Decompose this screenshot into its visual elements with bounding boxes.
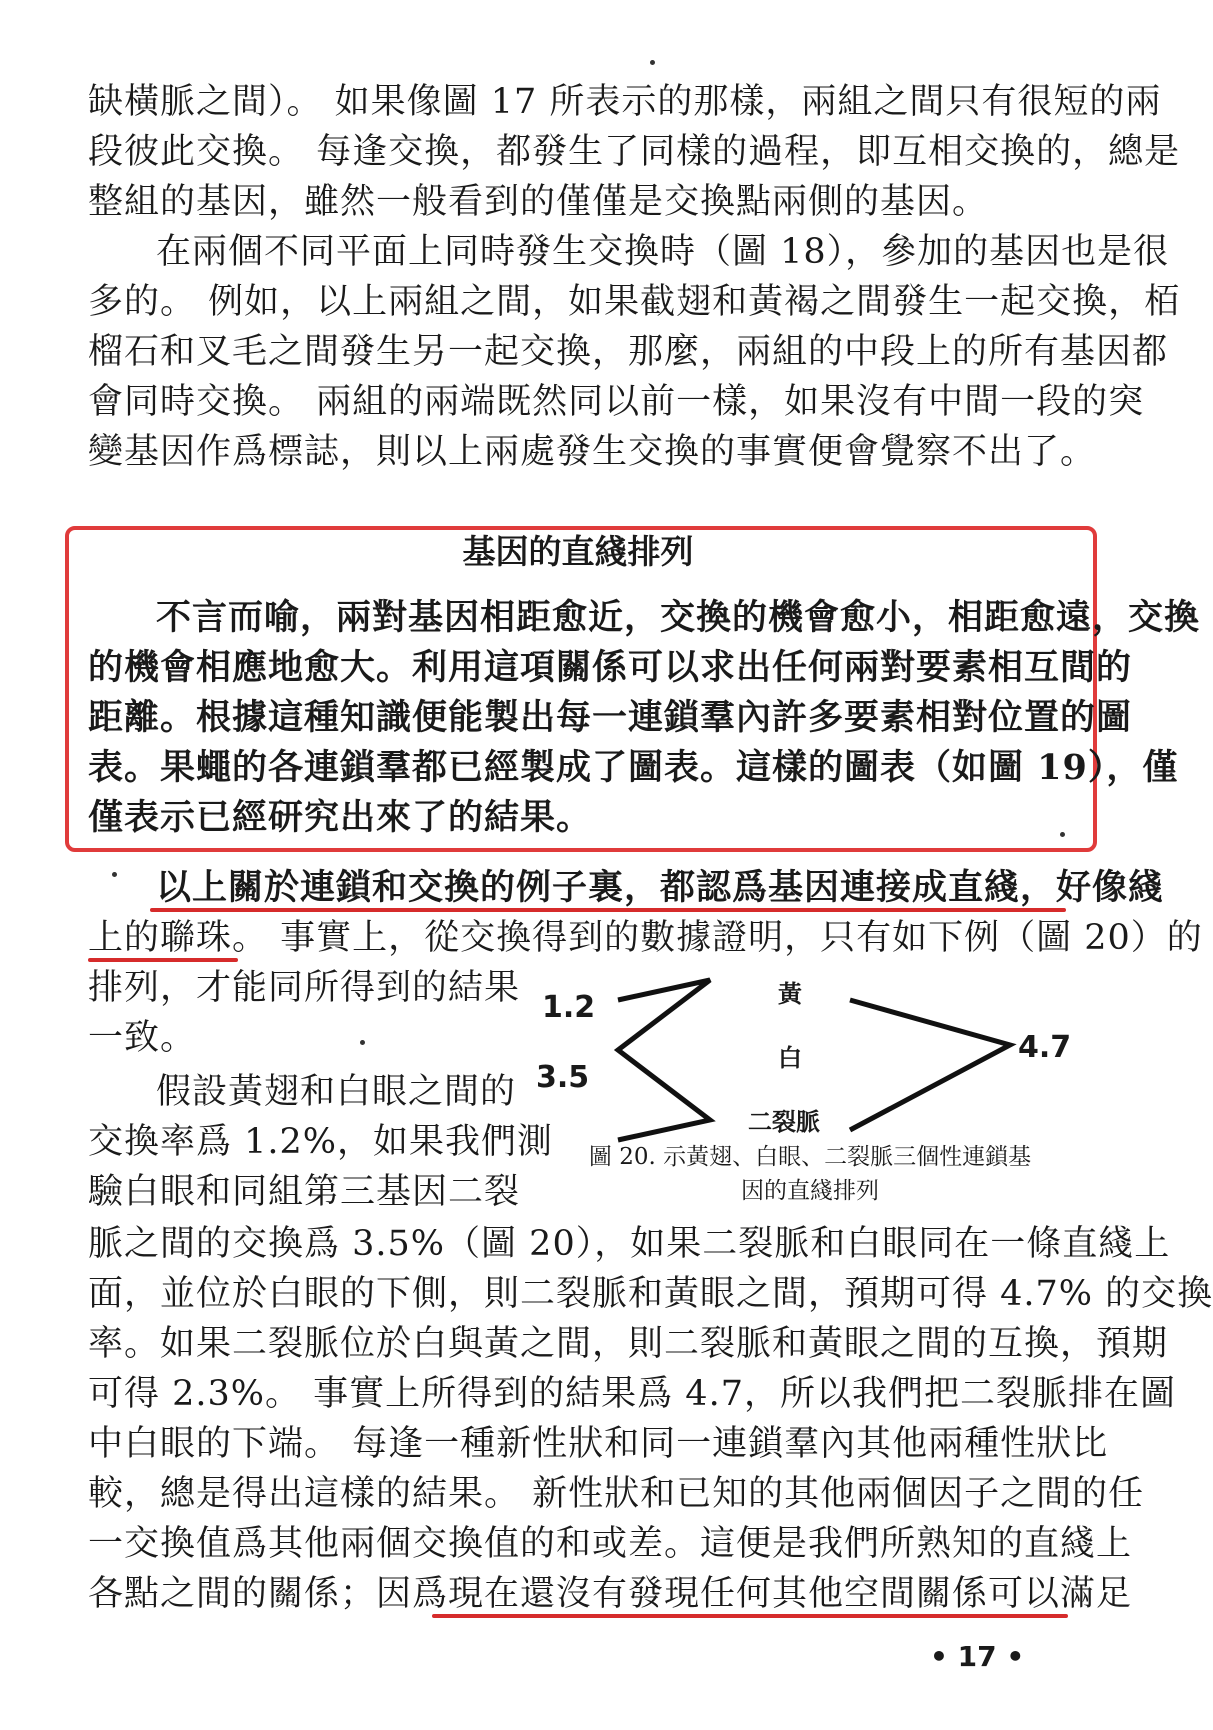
caption-line: 圖 20. 示黃翅、白眼、二裂脈三個性連鎖基 — [588, 1144, 1032, 1170]
text-line: 距離。根據這種知識便能製出每一連鎖羣內許多要素相對位置的圖 — [88, 697, 1133, 738]
scan-speck — [112, 872, 117, 877]
gene-label: 白 — [778, 1043, 802, 1072]
text-line: 會同時交換。 兩組的兩端既然同以前一樣，如果沒有中間一段的突 — [88, 382, 1145, 422]
scan-speck — [360, 1040, 365, 1045]
text-line: 可得 2.3%。 事實上所得到的結果爲 4.7，所以我們把二裂脈排在圖 — [88, 1374, 1176, 1414]
scan-speck — [650, 60, 655, 65]
text-line: 整組的基因，雖然一般看到的僅僅是交換點兩側的基因。 — [88, 182, 989, 222]
text-line: 中白眼的下端。 每逢一種新性狀和同一連鎖羣內其他兩種性狀比 — [88, 1424, 1109, 1464]
right-bracket — [850, 1000, 1010, 1130]
red-underline — [88, 958, 238, 962]
text-line: 在兩個不同平面上同時發生交換時（圖 18），參加的基因也是很 — [156, 232, 1170, 272]
text-line: 面，並位於白眼的下側，則二裂脈和黃眼之間，預期可得 4.7% 的交換 — [88, 1274, 1213, 1314]
text-line: 僅表示已經研究出來了的結果。 — [88, 797, 593, 838]
text-line: 表。果蠅的各連鎖羣都已經製成了圖表。這樣的圖表（如圖 19），僅 — [88, 747, 1179, 788]
page-number: • 17 • — [930, 1640, 1025, 1673]
text-line: 一致。 — [88, 1018, 197, 1058]
text-line: 不言而喻，兩對基因相距愈近，交換的機會愈小，相距愈遠，交換 — [156, 597, 1201, 638]
text-line: 上的聯珠。 事實上，從交換得到的數據證明，只有如下例（圖 20）的 — [88, 918, 1203, 958]
value-label: 4.7 — [1018, 1030, 1072, 1065]
value-label: 3.5 — [536, 1060, 590, 1095]
text-line: 一交換值爲其他兩個交換值的和或差。這便是我們所熟知的直綫上 — [88, 1524, 1133, 1564]
red-underline — [432, 1614, 1068, 1618]
text-line: 假設黃翅和白眼之間的 — [156, 1072, 517, 1112]
figure-caption — [560, 1140, 1060, 1208]
red-underline — [150, 908, 1066, 912]
text-line: 多的。 例如，以上兩組之間，如果截翅和黃褐之間發生一起交換，栢 — [88, 282, 1181, 322]
text-line: 脈之間的交換爲 3.5%（圖 20），如果二裂脈和白眼同在一條直綫上 — [88, 1224, 1171, 1264]
text-line: 各點之間的關係；因爲現在還沒有發現任何其他空間關係可以滿足 — [88, 1574, 1133, 1614]
text-line: 驗白眼和同組第三基因二裂 — [88, 1172, 521, 1212]
text-line: 缺橫脈之間）。 如果像圖 17 所表示的那樣，兩組之間只有很短的兩 — [88, 82, 1162, 122]
value-label: 1.2 — [542, 990, 596, 1025]
text-line: 的機會相應地愈大。利用這項關係可以求出任何兩對要素相互間的 — [88, 647, 1133, 688]
text-line: 交換率爲 1.2%，如果我們測 — [88, 1122, 554, 1162]
gene-label: 黃 — [778, 979, 802, 1008]
scan-speck — [1060, 832, 1065, 837]
text-line: 以上關於連鎖和交換的例子裏，都認爲基因連接成直綫，好像綫 — [156, 867, 1165, 908]
text-line: 較，總是得出這樣的結果。 新性狀和已知的其他兩個因子之間的任 — [88, 1474, 1145, 1514]
text-line: 榴石和叉毛之間發生另一起交換，那麼，兩組的中段上的所有基因都 — [88, 332, 1169, 372]
text-line: 段彼此交換。 每逢交換，都發生了同樣的過程，即互相交換的，總是 — [88, 132, 1181, 172]
gene-label: 二裂脈 — [748, 1107, 820, 1136]
left-bracket — [618, 980, 710, 1140]
section-title: 基因的直綫排列 — [462, 532, 694, 571]
text-line: 率。如果二裂脈位於白與黃之間，則二裂脈和黃眼之間的互換，預期 — [88, 1324, 1169, 1364]
text-line: 排列，才能同所得到的結果 — [88, 968, 521, 1008]
text-line: 變基因作爲標誌，則以上兩處發生交換的事實便會覺察不出了。 — [88, 432, 1097, 472]
caption-line: 因的直綫排列 — [741, 1178, 879, 1204]
